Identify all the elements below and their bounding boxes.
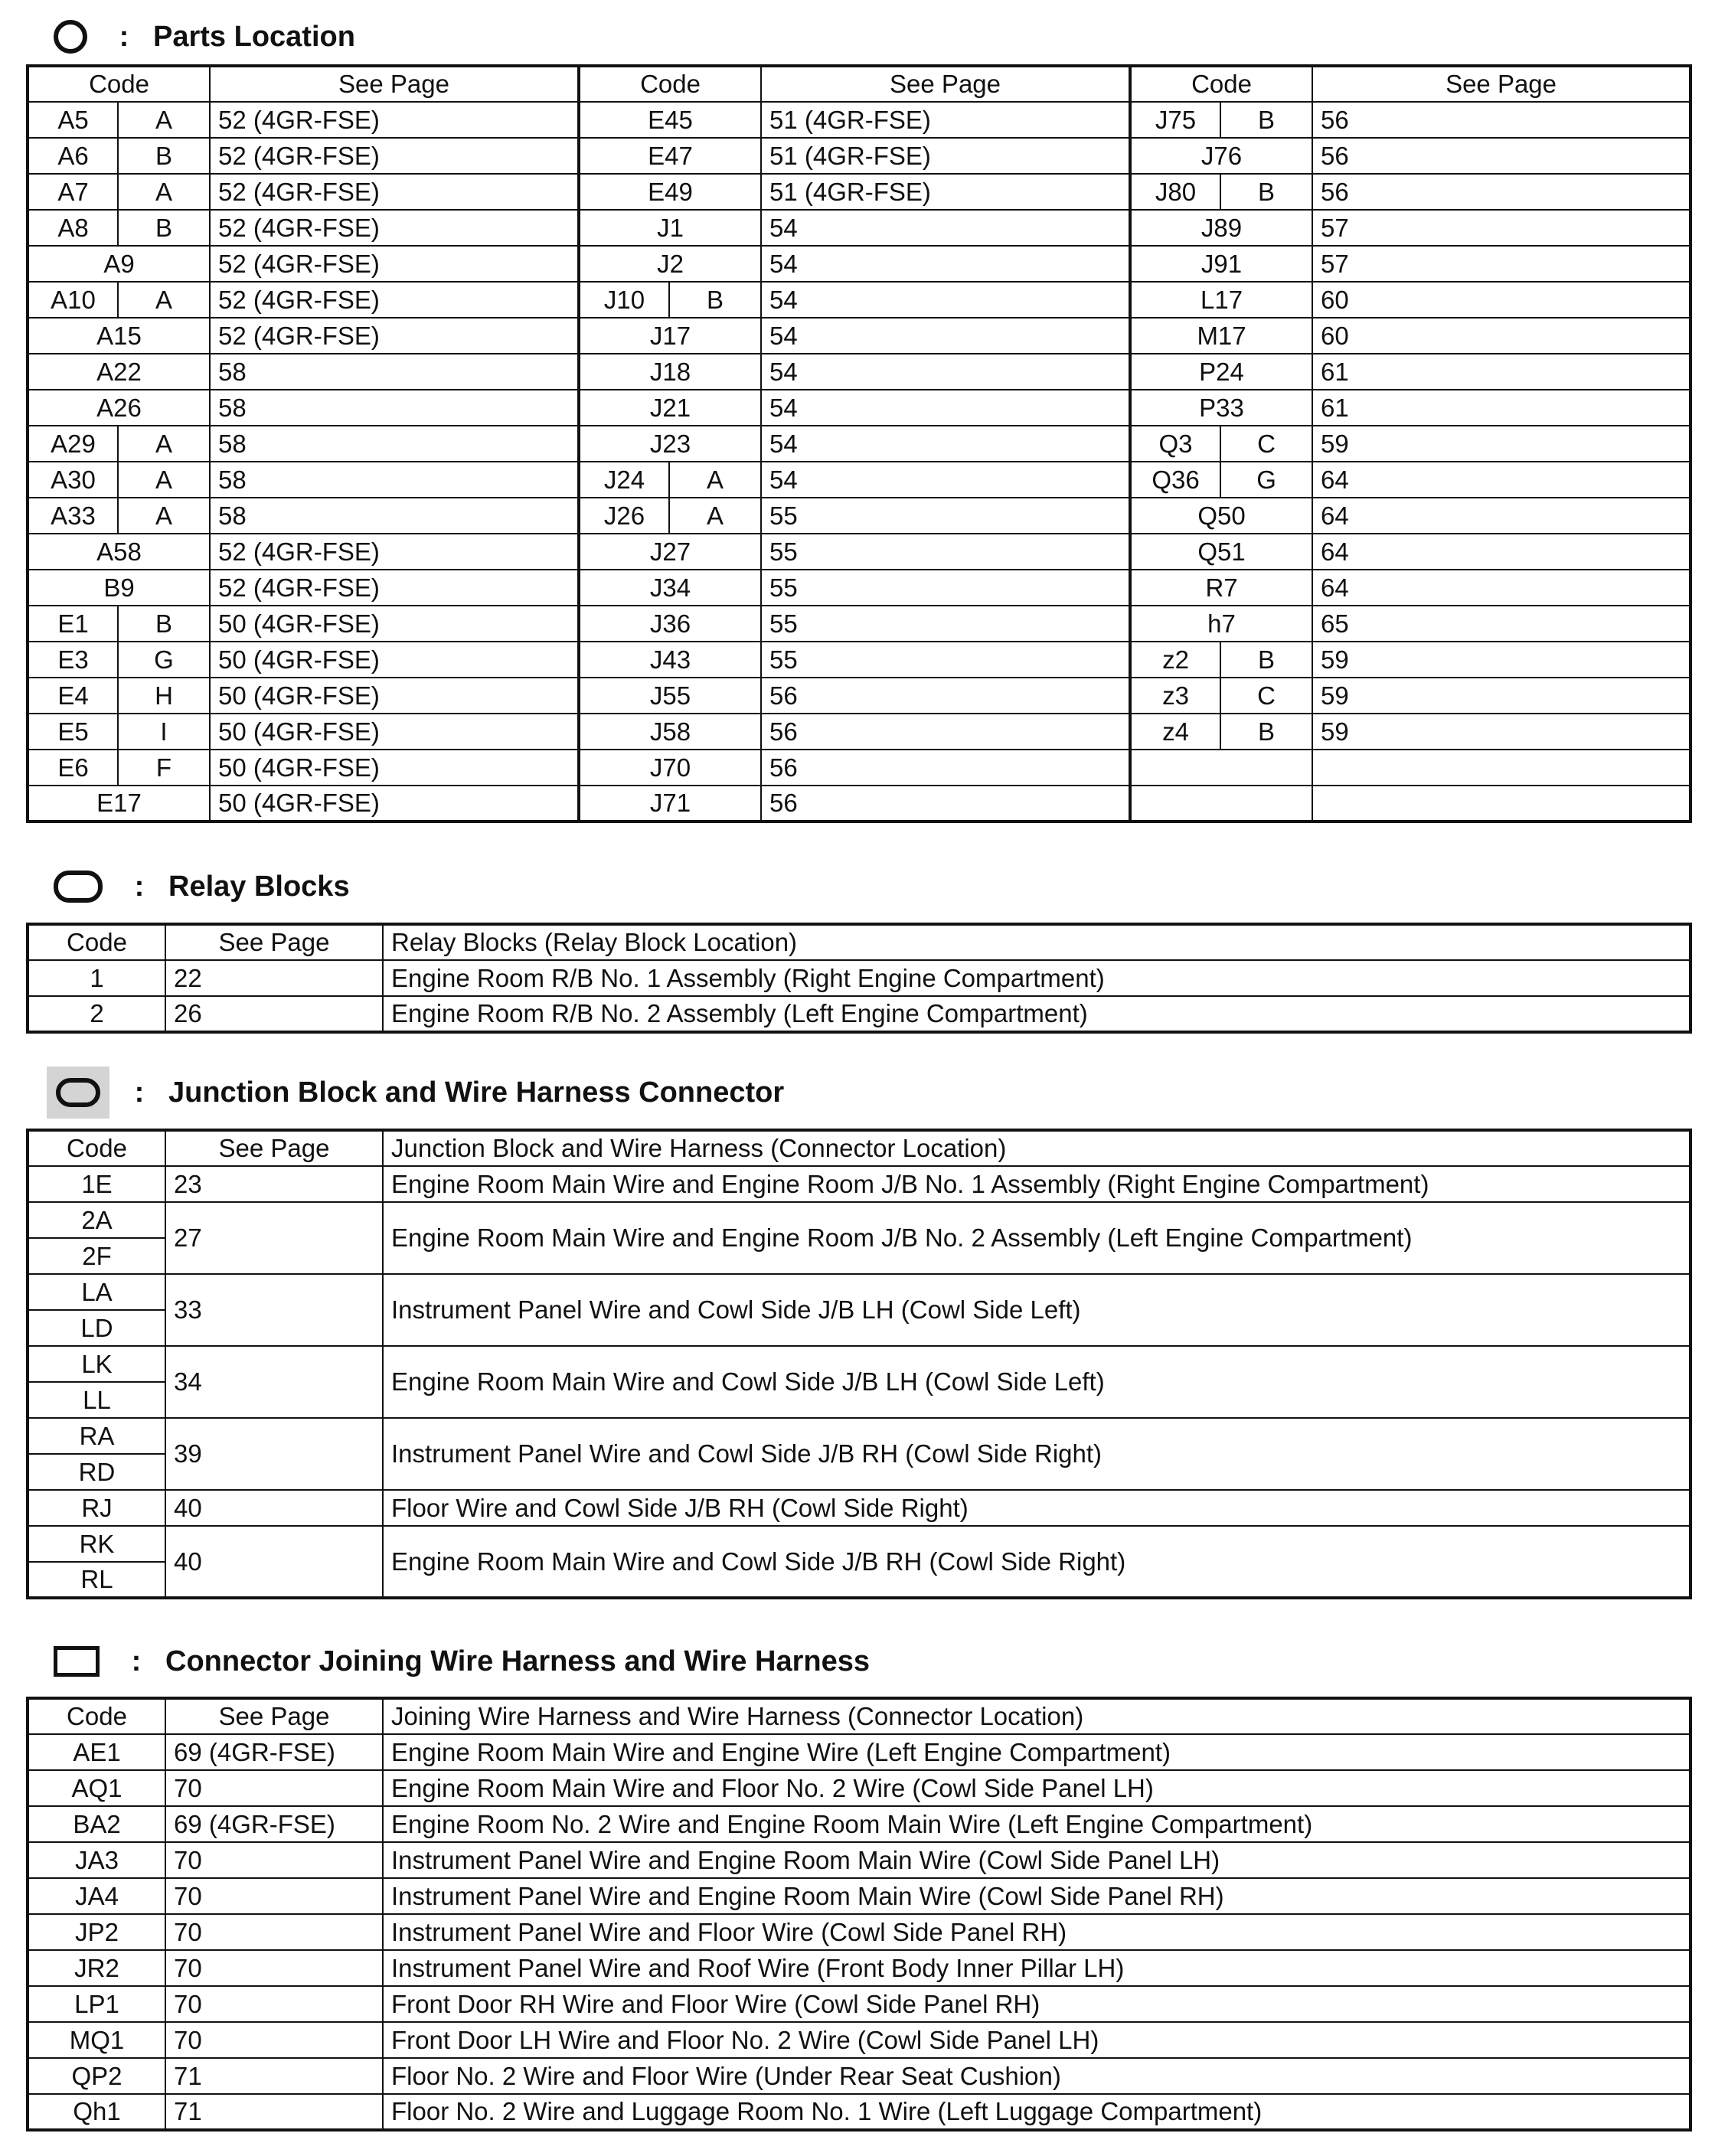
see-page-header: See Page <box>1312 66 1690 102</box>
code-cell: h7 <box>1130 606 1312 642</box>
code-cell: RK <box>28 1526 165 1562</box>
table-row <box>28 534 1690 570</box>
code-cell: J91 <box>1130 246 1312 282</box>
see-page-cell: 58 <box>210 426 579 462</box>
code-cell: A7 <box>28 174 118 210</box>
code-cell: E5 <box>28 714 118 750</box>
see-page-cell: 65 <box>1312 606 1690 642</box>
code-cell: LD <box>28 1310 165 1346</box>
table-row <box>28 354 1690 390</box>
code-cell: E17 <box>28 786 210 822</box>
parts-location-heading <box>54 14 355 60</box>
sub-code-cell: B <box>1220 714 1312 750</box>
sub-code-cell: C <box>1220 426 1312 462</box>
sub-code-cell: G <box>1220 462 1312 498</box>
see-page-cell: 52 (4GR-FSE) <box>210 174 579 210</box>
table-row <box>28 2058 1690 2094</box>
code-cell: A22 <box>28 354 210 390</box>
see-page-cell: 54 <box>761 210 1130 246</box>
table-row <box>28 1806 1690 1842</box>
see-page-cell: 70 <box>165 1914 383 1950</box>
sub-code-cell: B <box>118 210 210 246</box>
see-page-cell: 52 (4GR-FSE) <box>210 318 579 354</box>
table-row <box>28 138 1690 174</box>
table-row <box>28 1274 1690 1310</box>
code-cell: J43 <box>579 642 761 678</box>
code-cell: J1 <box>579 210 761 246</box>
sub-code-cell: B <box>118 138 210 174</box>
see-page-cell: 69 (4GR-FSE) <box>165 1806 383 1842</box>
code-cell: LL <box>28 1382 165 1418</box>
code-cell: J75 <box>1130 102 1220 138</box>
code-cell: L17 <box>1130 282 1312 318</box>
table-row <box>28 1734 1690 1770</box>
code-cell: QP2 <box>28 2058 165 2094</box>
see-page-cell: 55 <box>761 606 1130 642</box>
see-page-cell: 50 (4GR-FSE) <box>210 786 579 822</box>
code-cell: AE1 <box>28 1734 165 1770</box>
code-cell: J76 <box>1130 138 1312 174</box>
code-cell: J71 <box>579 786 761 822</box>
table-row <box>28 1770 1690 1806</box>
see-page-cell: 50 (4GR-FSE) <box>210 678 579 714</box>
sub-code-cell: H <box>118 678 210 714</box>
code-cell: B9 <box>28 570 210 606</box>
code-header: Code <box>28 66 210 102</box>
see-page-cell: 54 <box>761 426 1130 462</box>
table-row <box>28 750 1690 786</box>
code-cell: P24 <box>1130 354 1312 390</box>
see-page-cell: 64 <box>1312 534 1690 570</box>
see-page-cell: 27 <box>165 1202 383 1274</box>
description-cell: Instrument Panel Wire and Cowl Side J/B LH (Cowl Side Left) <box>383 1274 1690 1346</box>
code-cell: z4 <box>1130 714 1220 750</box>
code-cell: LA <box>28 1274 165 1310</box>
table-row <box>28 1878 1690 1914</box>
code-cell: LP1 <box>28 1986 165 2022</box>
sub-code-cell: B <box>1220 642 1312 678</box>
see-page-cell: 50 (4GR-FSE) <box>210 714 579 750</box>
code-cell: RD <box>28 1454 165 1490</box>
see-page-cell: 51 (4GR-FSE) <box>761 174 1130 210</box>
code-cell: A15 <box>28 318 210 354</box>
table-row <box>28 642 1690 678</box>
section-title: Junction Block and Wire Harness Connector <box>168 1076 785 1109</box>
table-row <box>28 996 1690 1032</box>
code-cell: E47 <box>579 138 761 174</box>
table-row <box>28 786 1690 822</box>
see-page-cell: 54 <box>761 390 1130 426</box>
see-page-cell: 60 <box>1312 282 1690 318</box>
code-cell: A6 <box>28 138 118 174</box>
code-cell: J10 <box>579 282 669 318</box>
heading-colon: : <box>134 1076 145 1109</box>
table-header-row <box>28 1130 1690 1166</box>
table-row <box>28 1202 1690 1238</box>
code-cell: BA2 <box>28 1806 165 1842</box>
see-page-cell: 60 <box>1312 318 1690 354</box>
code-cell: Q51 <box>1130 534 1312 570</box>
see-page-cell: 58 <box>210 354 579 390</box>
table-row <box>28 426 1690 462</box>
see-page-cell: 52 (4GR-FSE) <box>210 534 579 570</box>
table-row <box>28 570 1690 606</box>
description-cell: Floor Wire and Cowl Side J/B RH (Cowl Side Right) <box>383 1490 1690 1526</box>
sub-code-cell: A <box>669 498 761 534</box>
table-row <box>28 1842 1690 1878</box>
connector-joining-heading <box>54 1638 870 1684</box>
see-page-cell: 52 (4GR-FSE) <box>210 138 579 174</box>
see-page-header: See Page <box>761 66 1130 102</box>
see-page-cell: 71 <box>165 2094 383 2130</box>
code-cell: J2 <box>579 246 761 282</box>
see-page-cell: 54 <box>761 354 1130 390</box>
sub-code-cell: B <box>1220 174 1312 210</box>
description-cell: Instrument Panel Wire and Engine Room Main Wire (Cowl Side Panel RH) <box>383 1878 1690 1914</box>
code-cell: A30 <box>28 462 118 498</box>
code-cell: z3 <box>1130 678 1220 714</box>
description-cell: Instrument Panel Wire and Engine Room Main Wire (Cowl Side Panel LH) <box>383 1842 1690 1878</box>
sub-code-cell: A <box>118 426 210 462</box>
table-row <box>28 2094 1690 2130</box>
see-page-cell <box>1312 786 1690 822</box>
connector-joining-table <box>26 1697 1692 2132</box>
table-row <box>28 174 1690 210</box>
code-cell: JP2 <box>28 1914 165 1950</box>
code-cell: J34 <box>579 570 761 606</box>
relay-blocks-heading <box>54 864 350 910</box>
table-row <box>28 960 1690 996</box>
code-cell: Q50 <box>1130 498 1312 534</box>
description-cell: Instrument Panel Wire and Floor Wire (Cowl Side Panel RH) <box>383 1914 1690 1950</box>
see-page-cell: 59 <box>1312 642 1690 678</box>
description-cell: Engine Room No. 2 Wire and Engine Room Main Wire (Left Engine Compartment) <box>383 1806 1690 1842</box>
table-row <box>28 1346 1690 1382</box>
code-cell: J80 <box>1130 174 1220 210</box>
see-page-cell: 50 (4GR-FSE) <box>210 642 579 678</box>
see-page-header: See Page <box>165 1698 383 1734</box>
code-cell: A9 <box>28 246 210 282</box>
code-cell: A26 <box>28 390 210 426</box>
table-row <box>28 1526 1690 1562</box>
description-cell: Engine Room Main Wire and Cowl Side J/B RH (Cowl Side Right) <box>383 1526 1690 1598</box>
see-page-cell: 52 (4GR-FSE) <box>210 246 579 282</box>
code-header: Code <box>28 924 165 960</box>
see-page-cell: 70 <box>165 1770 383 1806</box>
see-page-cell: 57 <box>1312 210 1690 246</box>
sub-code-cell: I <box>118 714 210 750</box>
see-page-header: See Page <box>210 66 579 102</box>
see-page-cell: 51 (4GR-FSE) <box>761 102 1130 138</box>
see-page-cell: 70 <box>165 1842 383 1878</box>
code-cell <box>1130 786 1312 822</box>
description-cell: Engine Room R/B No. 2 Assembly (Left Engine Compartment) <box>383 996 1690 1032</box>
see-page-cell: 54 <box>761 246 1130 282</box>
code-cell: J21 <box>579 390 761 426</box>
see-page-cell: 52 (4GR-FSE) <box>210 282 579 318</box>
see-page-cell: 54 <box>761 318 1130 354</box>
code-cell: 2F <box>28 1238 165 1274</box>
see-page-cell: 52 (4GR-FSE) <box>210 102 579 138</box>
table-row <box>28 102 1690 138</box>
table-row <box>28 1166 1690 1202</box>
rectangle-icon <box>54 1646 100 1677</box>
sub-code-cell: A <box>118 462 210 498</box>
code-cell: J89 <box>1130 210 1312 246</box>
code-cell: AQ1 <box>28 1770 165 1806</box>
see-page-cell: 22 <box>165 960 383 996</box>
table-row <box>28 318 1690 354</box>
code-cell: J18 <box>579 354 761 390</box>
description-cell: Floor No. 2 Wire and Floor Wire (Under Rear Seat Cushion) <box>383 2058 1690 2094</box>
sub-code-cell: B <box>1220 102 1312 138</box>
section-title: Relay Blocks <box>168 870 350 903</box>
see-page-cell: 55 <box>761 534 1130 570</box>
see-page-cell <box>1312 750 1690 786</box>
table-row <box>28 1986 1690 2022</box>
description-cell: Floor No. 2 Wire and Luggage Room No. 1 Wire (Left Luggage Compartment) <box>383 2094 1690 2130</box>
description-cell: Engine Room R/B No. 1 Assembly (Right Engine Compartment) <box>383 960 1690 996</box>
rounded-rect-icon <box>54 871 103 903</box>
sub-code-cell: G <box>118 642 210 678</box>
code-cell: J58 <box>579 714 761 750</box>
see-page-cell: 52 (4GR-FSE) <box>210 570 579 606</box>
sub-code-cell: C <box>1220 678 1312 714</box>
see-page-cell: 26 <box>165 996 383 1032</box>
description-header: Junction Block and Wire Harness (Connector Location) <box>383 1130 1690 1166</box>
code-cell: Qh1 <box>28 2094 165 2130</box>
sub-code-cell: A <box>118 174 210 210</box>
code-header: Code <box>28 1698 165 1734</box>
heading-colon: : <box>131 1645 142 1677</box>
see-page-cell: 59 <box>1312 426 1690 462</box>
see-page-cell: 71 <box>165 2058 383 2094</box>
see-page-cell: 70 <box>165 1986 383 2022</box>
code-cell: Q36 <box>1130 462 1220 498</box>
description-cell: Instrument Panel Wire and Cowl Side J/B RH (Cowl Side Right) <box>383 1418 1690 1490</box>
see-page-cell: 23 <box>165 1166 383 1202</box>
section-title: Parts Location <box>153 20 355 53</box>
code-cell: E45 <box>579 102 761 138</box>
see-page-cell: 61 <box>1312 354 1690 390</box>
code-cell: A10 <box>28 282 118 318</box>
sub-code-cell: F <box>118 750 210 786</box>
code-cell: 2A <box>28 1202 165 1238</box>
code-cell: J55 <box>579 678 761 714</box>
code-cell: A58 <box>28 534 210 570</box>
table-header-row <box>28 924 1690 960</box>
sub-code-cell: B <box>118 606 210 642</box>
table-row <box>28 1950 1690 1986</box>
code-cell: RJ <box>28 1490 165 1526</box>
description-cell: Engine Room Main Wire and Engine Room J/B No. 2 Assembly (Left Engine Compartment) <box>383 1202 1690 1274</box>
see-page-cell: 56 <box>761 714 1130 750</box>
see-page-cell: 56 <box>761 678 1130 714</box>
relay-blocks-table <box>26 923 1692 1034</box>
table-row <box>28 390 1690 426</box>
see-page-cell: 58 <box>210 498 579 534</box>
see-page-cell: 40 <box>165 1526 383 1598</box>
junction-block-table <box>26 1129 1692 1599</box>
table-row <box>28 714 1690 750</box>
table-row <box>28 462 1690 498</box>
code-cell: J70 <box>579 750 761 786</box>
code-cell: 1E <box>28 1166 165 1202</box>
code-cell: MQ1 <box>28 2022 165 2058</box>
see-page-cell: 56 <box>1312 174 1690 210</box>
table-header-row <box>28 1698 1690 1734</box>
code-cell: R7 <box>1130 570 1312 606</box>
see-page-cell: 40 <box>165 1490 383 1526</box>
code-cell: A5 <box>28 102 118 138</box>
code-cell: A33 <box>28 498 118 534</box>
see-page-header: See Page <box>165 1130 383 1166</box>
see-page-cell: 50 (4GR-FSE) <box>210 606 579 642</box>
see-page-cell: 58 <box>210 390 579 426</box>
see-page-cell: 64 <box>1312 498 1690 534</box>
see-page-cell: 55 <box>761 498 1130 534</box>
sub-code-cell: A <box>669 462 761 498</box>
code-cell: E49 <box>579 174 761 210</box>
description-cell: Engine Room Main Wire and Cowl Side J/B LH (Cowl Side Left) <box>383 1346 1690 1418</box>
see-page-cell: 33 <box>165 1274 383 1346</box>
see-page-cell: 59 <box>1312 714 1690 750</box>
code-cell: JA4 <box>28 1878 165 1914</box>
see-page-cell: 59 <box>1312 678 1690 714</box>
code-cell: LK <box>28 1346 165 1382</box>
see-page-header: See Page <box>165 924 383 960</box>
see-page-cell: 56 <box>761 786 1130 822</box>
table-row <box>28 606 1690 642</box>
see-page-cell: 56 <box>1312 138 1690 174</box>
code-cell: 2 <box>28 996 165 1032</box>
section-title: Connector Joining Wire Harness and Wire Harness <box>165 1645 870 1677</box>
parts-location-table <box>26 64 1692 823</box>
see-page-cell: 70 <box>165 1878 383 1914</box>
code-header: Code <box>1130 66 1312 102</box>
shaded-rounded-rect-icon <box>47 1067 109 1119</box>
table-row <box>28 1914 1690 1950</box>
code-cell <box>1130 750 1312 786</box>
see-page-cell: 64 <box>1312 462 1690 498</box>
description-cell: Engine Room Main Wire and Engine Wire (Left Engine Compartment) <box>383 1734 1690 1770</box>
code-header: Code <box>28 1130 165 1166</box>
code-cell: RA <box>28 1418 165 1454</box>
see-page-cell: 56 <box>1312 102 1690 138</box>
circle-icon <box>54 20 87 54</box>
see-page-cell: 70 <box>165 1950 383 1986</box>
code-cell: E3 <box>28 642 118 678</box>
code-cell: J27 <box>579 534 761 570</box>
see-page-cell: 64 <box>1312 570 1690 606</box>
see-page-cell: 54 <box>761 462 1130 498</box>
see-page-cell: 55 <box>761 570 1130 606</box>
description-cell: Front Door LH Wire and Floor No. 2 Wire (Cowl Side Panel LH) <box>383 2022 1690 2058</box>
code-cell: RL <box>28 1562 165 1598</box>
see-page-cell: 34 <box>165 1346 383 1418</box>
code-cell: J24 <box>579 462 669 498</box>
table-row <box>28 1418 1690 1454</box>
see-page-cell: 51 (4GR-FSE) <box>761 138 1130 174</box>
code-cell: J36 <box>579 606 761 642</box>
code-cell: 1 <box>28 960 165 996</box>
code-cell: JA3 <box>28 1842 165 1878</box>
heading-colon: : <box>119 20 129 53</box>
see-page-cell: 61 <box>1312 390 1690 426</box>
code-cell: M17 <box>1130 318 1312 354</box>
code-cell: J26 <box>579 498 669 534</box>
see-page-cell: 70 <box>165 2022 383 2058</box>
see-page-cell: 50 (4GR-FSE) <box>210 750 579 786</box>
code-header: Code <box>579 66 761 102</box>
see-page-cell: 54 <box>761 282 1130 318</box>
see-page-cell: 39 <box>165 1418 383 1490</box>
sub-code-cell: A <box>118 498 210 534</box>
description-header: Joining Wire Harness and Wire Harness (Connector Location) <box>383 1698 1690 1734</box>
description-cell: Engine Room Main Wire and Floor No. 2 Wire (Cowl Side Panel LH) <box>383 1770 1690 1806</box>
sub-code-cell: A <box>118 282 210 318</box>
code-cell: E1 <box>28 606 118 642</box>
code-cell: E4 <box>28 678 118 714</box>
table-row <box>28 678 1690 714</box>
see-page-cell: 57 <box>1312 246 1690 282</box>
sub-code-cell: A <box>118 102 210 138</box>
see-page-cell: 69 (4GR-FSE) <box>165 1734 383 1770</box>
code-cell: JR2 <box>28 1950 165 1986</box>
table-row <box>28 2022 1690 2058</box>
code-cell: P33 <box>1130 390 1312 426</box>
table-row <box>28 282 1690 318</box>
table-row <box>28 498 1690 534</box>
description-header: Relay Blocks (Relay Block Location) <box>383 924 1690 960</box>
junction-block-heading <box>54 1070 784 1116</box>
table-row <box>28 246 1690 282</box>
description-cell: Instrument Panel Wire and Roof Wire (Front Body Inner Pillar LH) <box>383 1950 1690 1986</box>
see-page-cell: 58 <box>210 462 579 498</box>
heading-colon: : <box>134 870 145 903</box>
sub-code-cell: B <box>669 282 761 318</box>
see-page-cell: 56 <box>761 750 1130 786</box>
code-cell: Q3 <box>1130 426 1220 462</box>
code-cell: A29 <box>28 426 118 462</box>
code-cell: J17 <box>579 318 761 354</box>
description-cell: Engine Room Main Wire and Engine Room J/B No. 1 Assembly (Right Engine Compartment) <box>383 1166 1690 1202</box>
see-page-cell: 52 (4GR-FSE) <box>210 210 579 246</box>
table-row <box>28 1490 1690 1526</box>
code-cell: A8 <box>28 210 118 246</box>
table-row <box>28 210 1690 246</box>
code-cell: E6 <box>28 750 118 786</box>
description-cell: Front Door RH Wire and Floor Wire (Cowl Side Panel RH) <box>383 1986 1690 2022</box>
table-header-row <box>28 66 1690 102</box>
code-cell: J23 <box>579 426 761 462</box>
code-cell: z2 <box>1130 642 1220 678</box>
see-page-cell: 55 <box>761 642 1130 678</box>
